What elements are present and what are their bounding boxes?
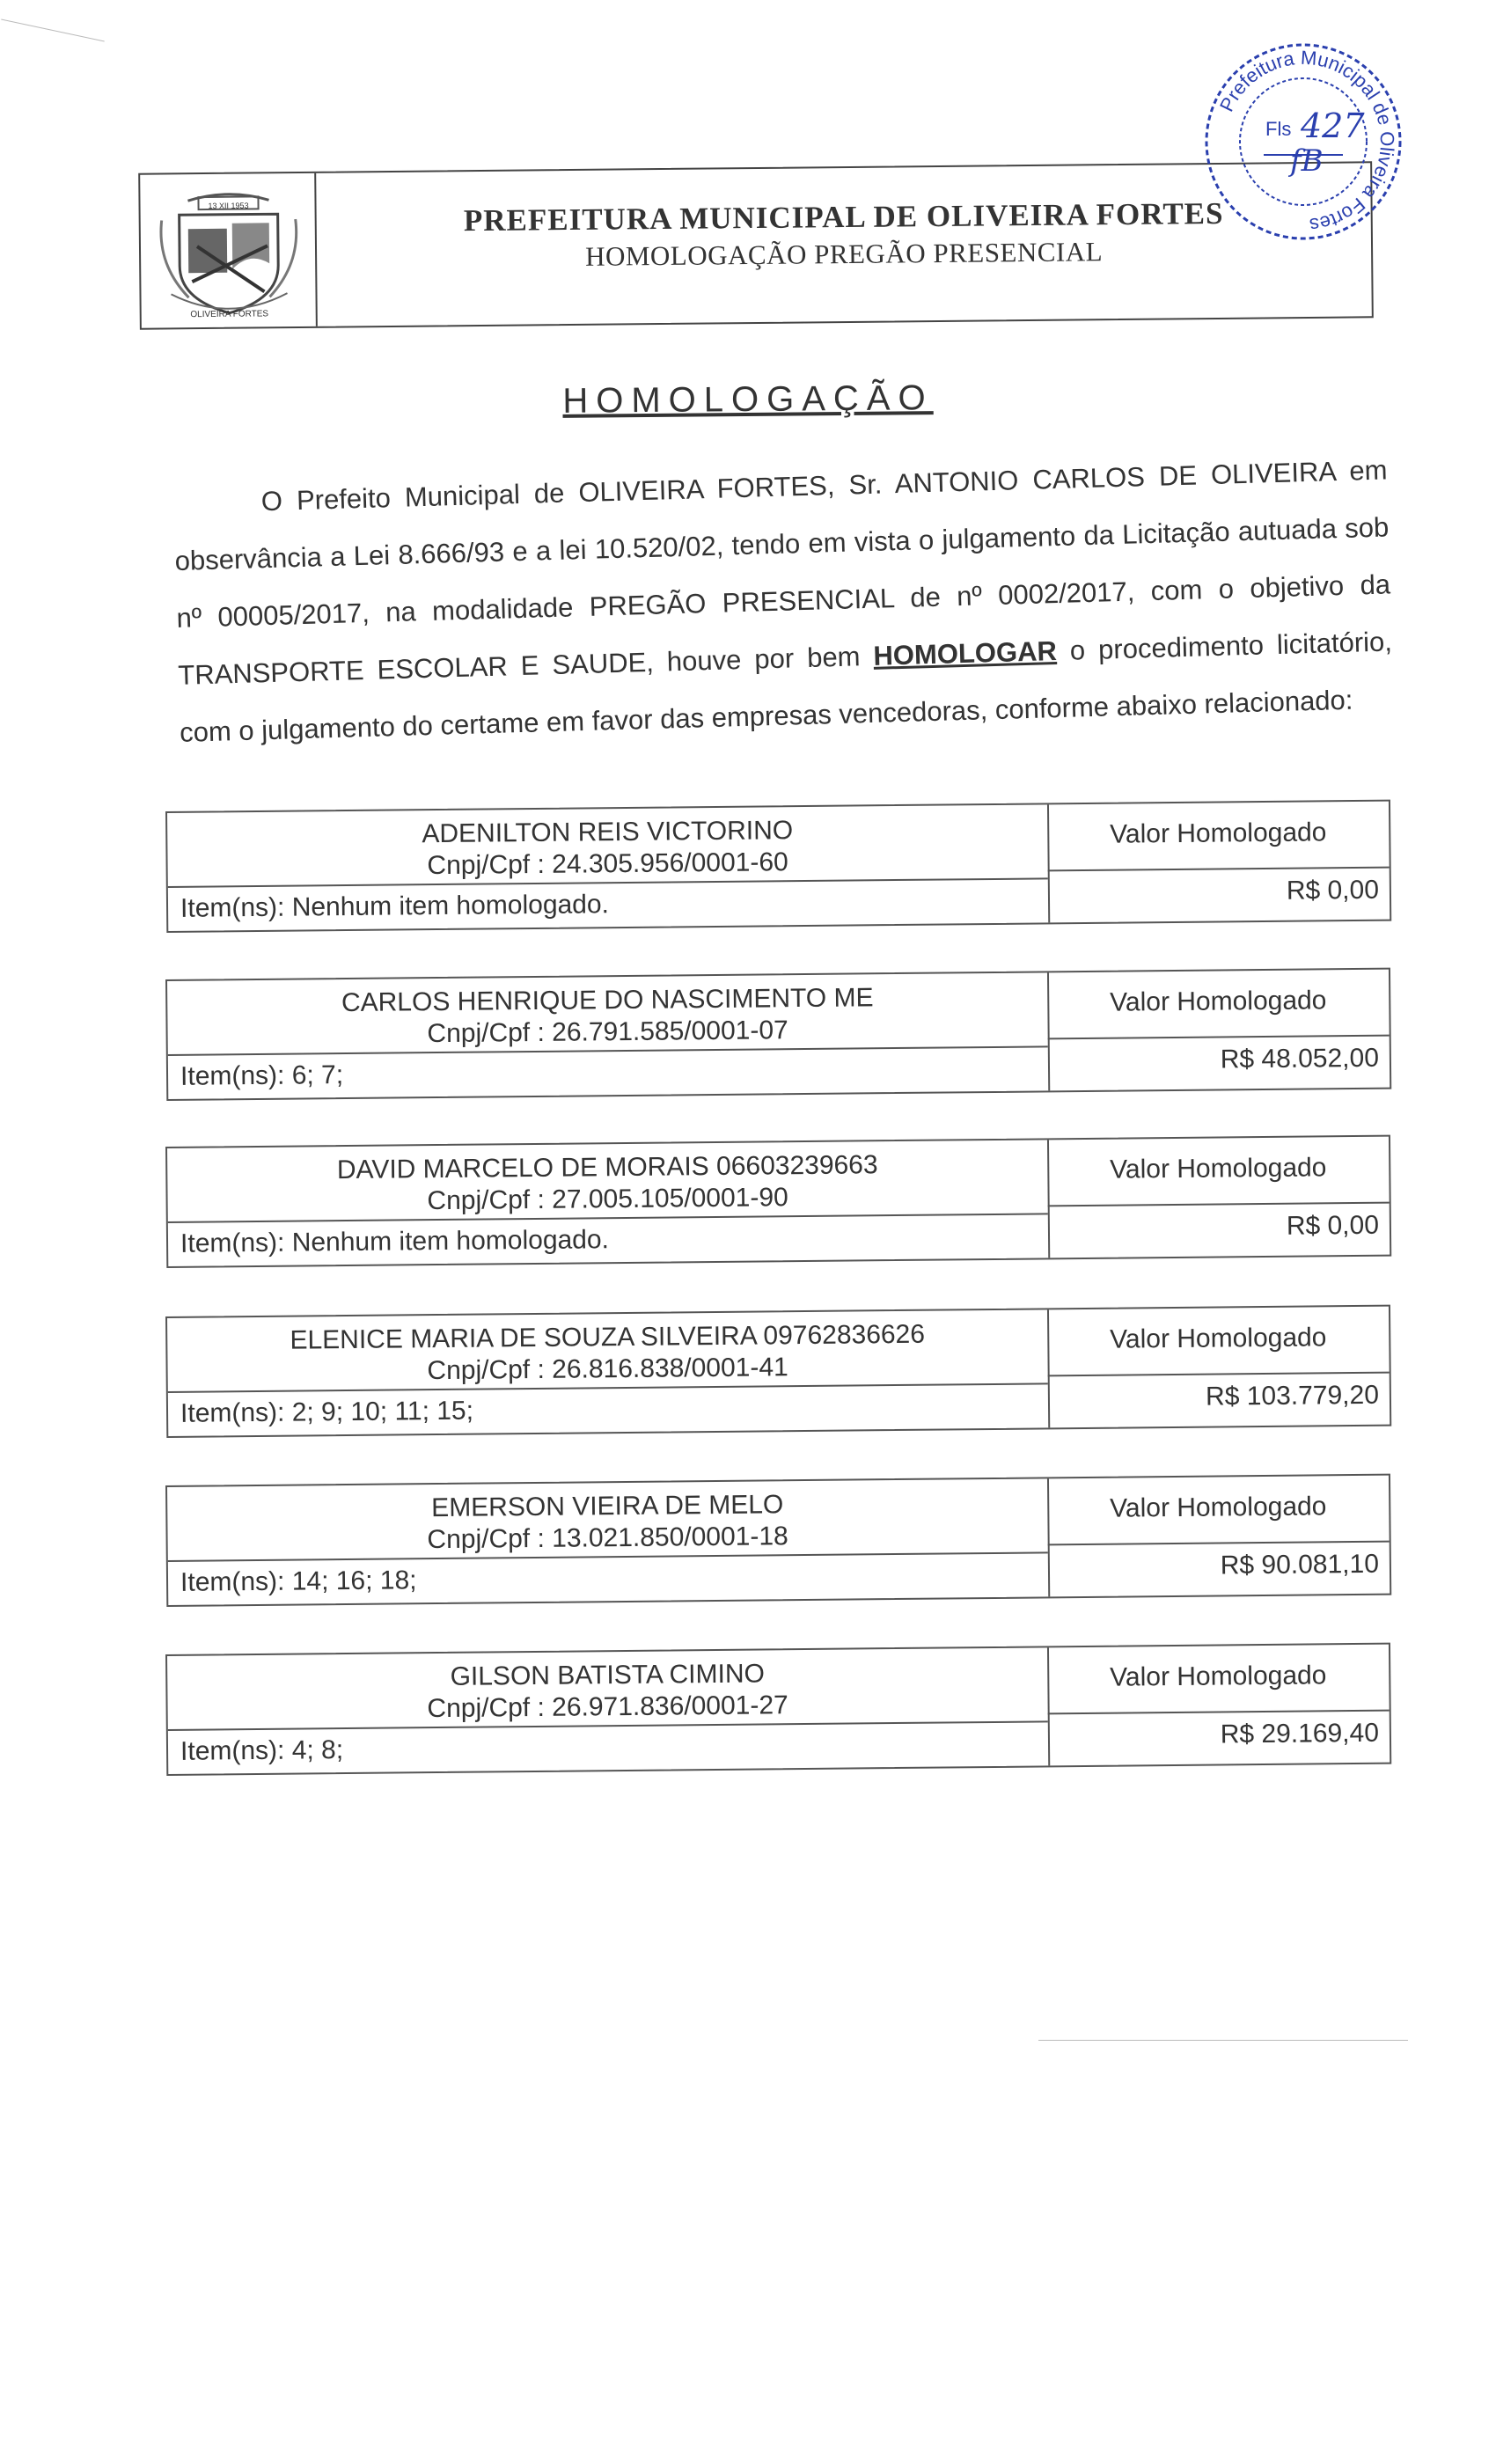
crest-date-text: 13 XII 1953 (208, 201, 249, 210)
valor-homologado-label: Valor Homologado (1110, 818, 1327, 849)
vendor-name: DAVID MARCELO DE MORAIS 06603239663 (336, 1150, 878, 1185)
vendor-block (165, 1135, 1391, 1268)
vendor-amount: R$ 48.052,00 (1220, 1043, 1380, 1074)
vendor-name: ADENILTON REIS VICTORINO (422, 816, 794, 849)
vendor-name: CARLOS HENRIQUE DO NASCIMENTO ME (341, 983, 874, 1018)
vendor-items: Item(ns): 6; 7; (180, 1060, 344, 1091)
vendor-block (165, 1643, 1391, 1776)
valor-homologado-label: Valor Homologado (1110, 986, 1327, 1017)
crest-banner-text: OLIVEIRA FORTES (190, 309, 269, 320)
vendor-cnpj: Cnpj/Cpf : 26.791.585/0001-07 (427, 1016, 788, 1049)
vendor-name: GILSON BATISTA CIMINO (450, 1659, 766, 1691)
municipality-title: PREFEITURA MUNICIPAL DE OLIVEIRA FORTES (463, 195, 1224, 238)
stamp-fls-label: Fls (1265, 118, 1292, 140)
vendor-cnpj: Cnpj/Cpf : 26.816.838/0001-41 (427, 1353, 788, 1386)
vendor-block (165, 1305, 1391, 1438)
vendor-amount: R$ 103.779,20 (1205, 1380, 1380, 1412)
scan-artifact-line (1, 19, 105, 42)
vendor-items: Item(ns): Nenhum item homologado. (180, 1225, 610, 1258)
homologar-emphasis: HOMOLOGAR (873, 635, 1058, 671)
body-text-part-2: o procedimento licitatório, com o julgamento do certame em favor das empresas vencedoras, conforme abaixo relacionado: (179, 626, 1393, 748)
scan-artifact-line (1038, 2040, 1408, 2041)
body-text-part-1: O Prefeito Municipal de OLIVEIRA FORTES, Sr. ANTONIO CARLOS DE OLIVEIRA em observância a Lei 8.666/93 e a lei 10.520/02, tendo em vista o julgamento da Licitação autuada sob nº 00005/2017, na modalidade PREGÃO PRESENCIAL de nº 0002/2017, com o objetivo da TRANSPORTE ESCOLAR E SAUDE, houve por bem (174, 454, 1391, 691)
valor-homologado-label: Valor Homologado (1110, 1323, 1327, 1354)
vendor-amount: R$ 0,00 (1286, 875, 1380, 906)
valor-homologado-label: Valor Homologado (1110, 1153, 1327, 1184)
vendor-amount: R$ 29.169,40 (1220, 1718, 1380, 1749)
document-title: HOMOLOGAÇÃO (562, 378, 934, 421)
stamp-page-number: 427 (1301, 106, 1365, 145)
vendor-items: Item(ns): 14; 16; 18; (180, 1566, 417, 1597)
vendor-block (165, 968, 1391, 1101)
vendor-cnpj: Cnpj/Cpf : 13.021.850/0001-18 (427, 1522, 788, 1555)
stamp-ring-text: Prefeitura Municipal de Oliveira Fortes (1214, 46, 1399, 237)
vendor-amount: R$ 90.081,10 (1220, 1549, 1380, 1580)
vendor-cnpj: Cnpj/Cpf : 27.005.105/0001-90 (427, 1183, 788, 1216)
valor-homologado-label: Valor Homologado (1110, 1661, 1327, 1692)
body-paragraph (172, 441, 1395, 760)
vendor-cnpj: Cnpj/Cpf : 26.971.836/0001-27 (427, 1690, 788, 1724)
municipal-crest-icon (152, 184, 304, 321)
vendor-name: EMERSON VIEIRA DE MELO (431, 1490, 784, 1523)
stamp-initials: fB (1290, 143, 1324, 179)
vendor-block (165, 800, 1391, 933)
document-type-subtitle: HOMOLOGAÇÃO PREGÃO PRESENCIAL (584, 236, 1104, 272)
vendor-items: Item(ns): 4; 8; (180, 1735, 344, 1766)
document-header (138, 161, 1374, 329)
vendor-items: Item(ns): Nenhum item homologado. (180, 890, 610, 923)
municipal-stamp (1193, 32, 1413, 252)
valor-homologado-label: Valor Homologado (1110, 1492, 1327, 1523)
vendor-name: ELENICE MARIA DE SOUZA SILVEIRA 09762836626 (290, 1319, 926, 1355)
vendor-block (165, 1474, 1391, 1607)
vendor-cnpj: Cnpj/Cpf : 24.305.956/0001-60 (427, 847, 788, 881)
vendor-items: Item(ns): 2; 9; 10; 11; 15; (180, 1396, 474, 1428)
vendor-amount: R$ 0,00 (1286, 1210, 1380, 1241)
crest-cell (140, 173, 318, 328)
